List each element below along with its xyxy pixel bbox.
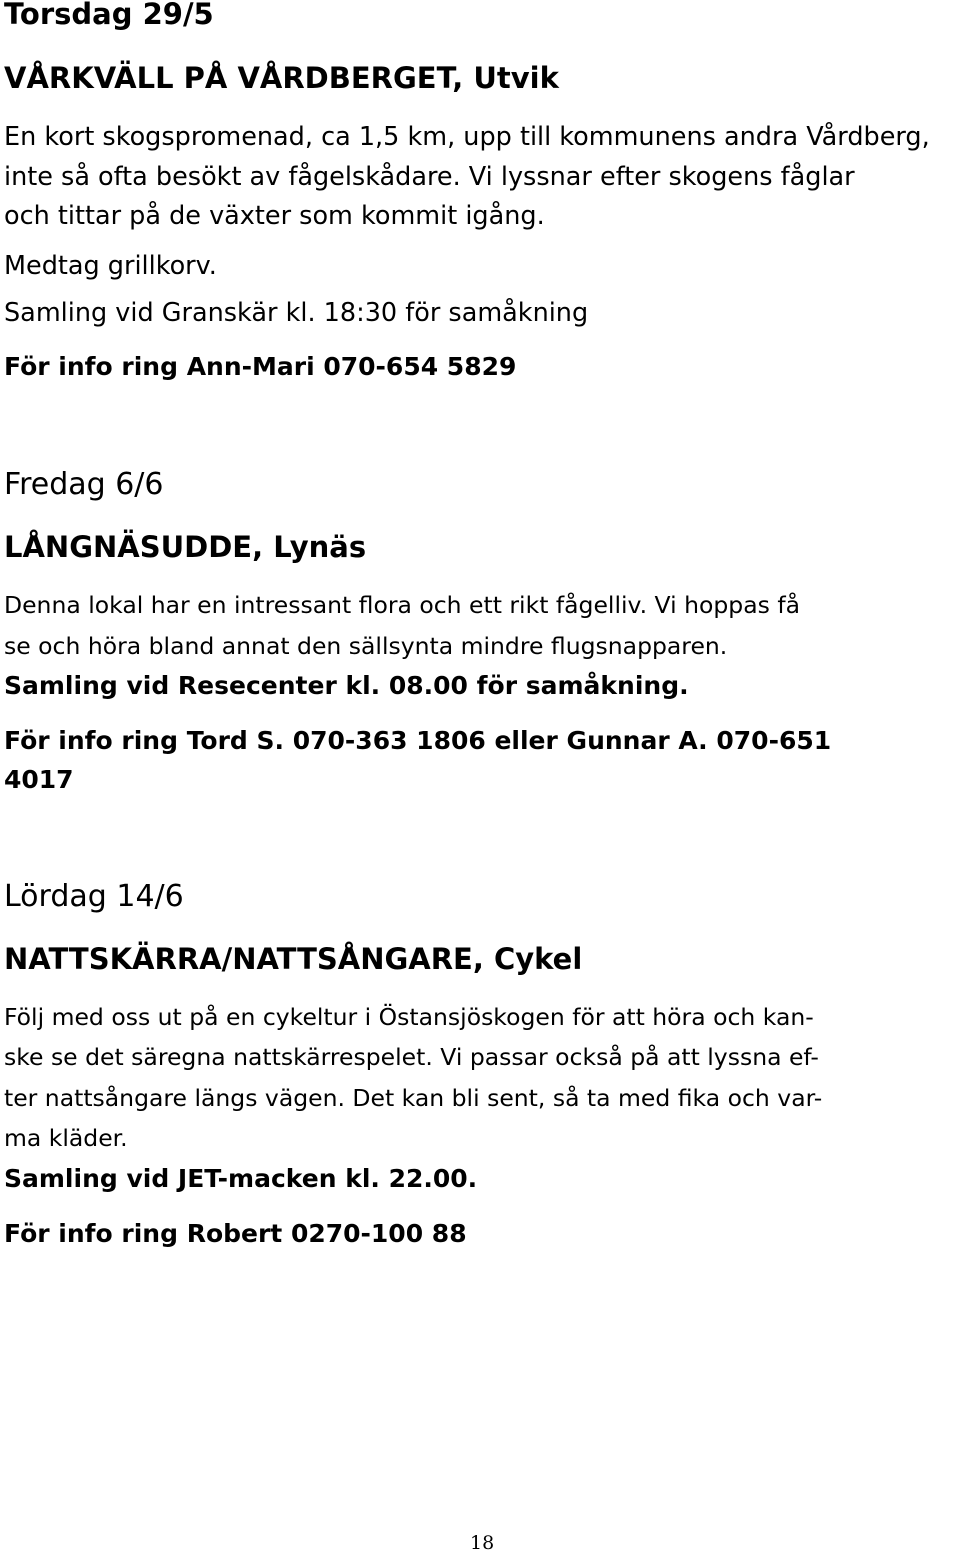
event-2-description-line-2: se och höra bland annat den sällsynta mindre flugsnapparen. [4, 632, 728, 660]
event-1-description-line-2: inte så ofta besökt av fågelskådare. Vi lyssnar efter skogens fåglar [4, 162, 855, 192]
event-1-date: Torsdag 29/5 [4, 0, 214, 31]
event-1-info: För info ring Ann-Mari 070-654 5829 [4, 352, 517, 381]
event-1-description-line-1: En kort skogspromenad, ca 1,5 km, upp till kommunens andra Vårdberg, [4, 122, 930, 152]
event-1-title: VÅRKVÄLL PÅ VÅRDBERGET, Utvik [4, 61, 559, 95]
event-2-date: Fredag 6/6 [4, 467, 164, 502]
event-2-description-line-1: Denna lokal har en intressant flora och ett rikt fågelliv. Vi hoppas få [4, 591, 800, 619]
page-number: 18 [470, 1532, 495, 1554]
event-1-description-line-3: och tittar på de växter som kommit igång. [4, 201, 545, 231]
event-3-title: NATTSKÄRRA/NATTSÅNGARE, Cykel [4, 942, 583, 976]
event-3-date: Lördag 14/6 [4, 879, 184, 914]
event-3-meeting: Samling vid JET-macken kl. 22.00. [4, 1164, 478, 1193]
event-3-description-line-1: Följ med oss ut på en cykeltur i Östansjöskogen för att höra och kan- [4, 1003, 814, 1031]
event-2-info-line-1: För info ring Tord S. 070-363 1806 eller Gunnar A. 070-651 [4, 726, 832, 755]
event-2-title: LÅNGNÄSUDDE, Lynäs [4, 530, 367, 564]
event-2-info-line-2: 4017 [4, 765, 74, 794]
event-3-description-line-3: ter nattsångare längs vägen. Det kan bli sent, så ta med fika och var- [4, 1084, 823, 1112]
event-3-description-line-4: ma kläder. [4, 1124, 128, 1152]
event-3-description-line-2: ske se det säregna nattskärrespelet. Vi passar också på att lyssna ef- [4, 1043, 819, 1071]
event-2-meeting: Samling vid Resecenter kl. 08.00 för samåkning. [4, 671, 689, 700]
event-1-meeting: Samling vid Granskär kl. 18:30 för samåkning [4, 298, 589, 328]
event-3-info: För info ring Robert 0270-100 88 [4, 1219, 467, 1248]
event-1-note: Medtag grillkorv. [4, 251, 217, 281]
